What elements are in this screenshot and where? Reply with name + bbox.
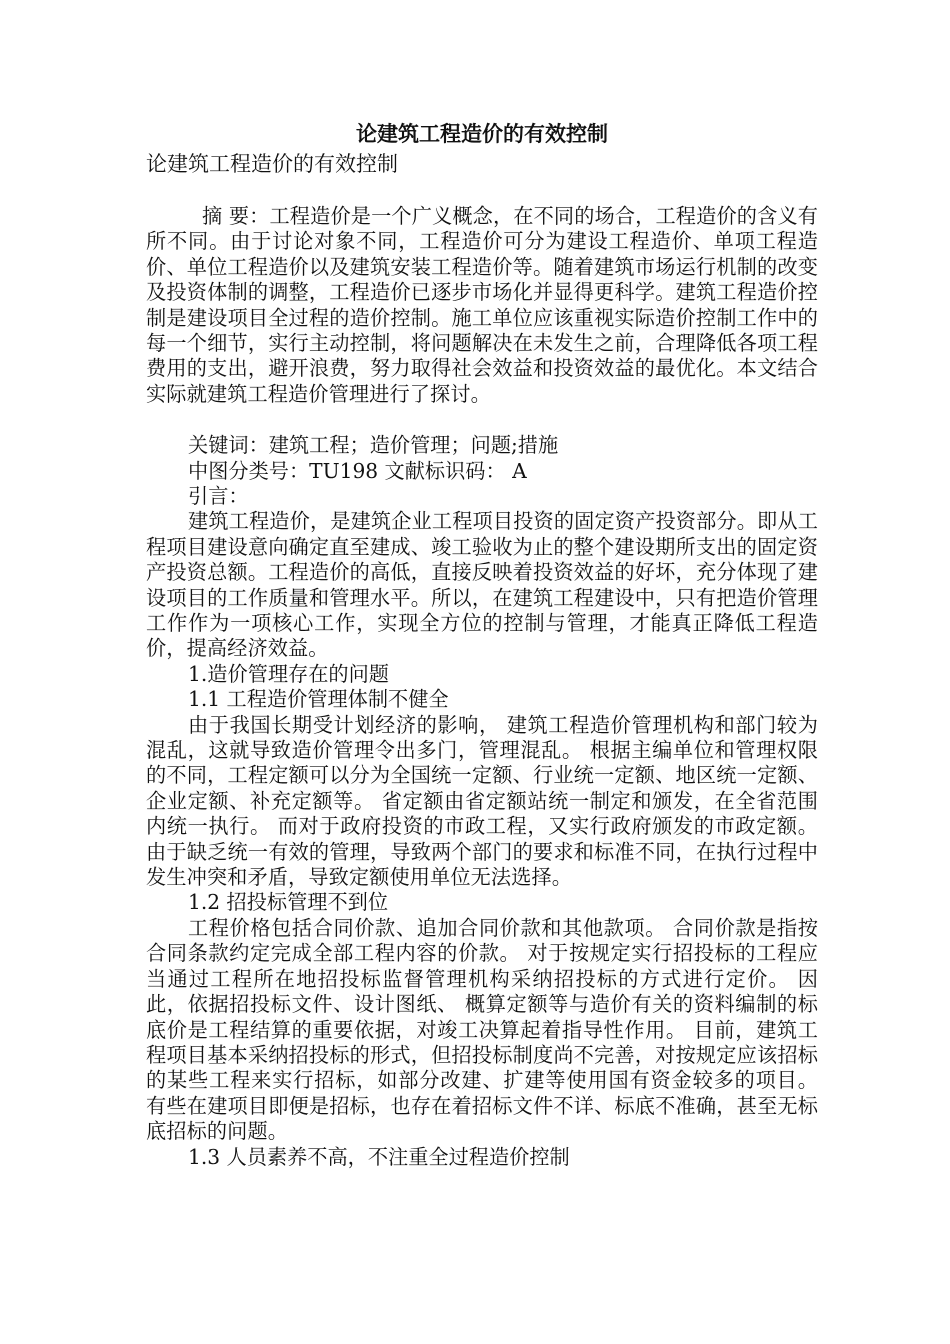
intro-paragraph: 建筑工程造价，是建筑企业工程项目投资的固定资产投资部分。即从工程项目建设意向确定直至建成、竣工验收为止的整个建设期所支出的固定资产投资总额。工程造价的高低，直接反映着投资效益的好坏，充分体现了建设项目的工作质量和管理水平。所以，在建筑工程建设中，只有把造价管理工作作为一项核心工作，实现全方位的控制与管理，才能真正降低工程造价，提高经济效益。	[146, 509, 818, 661]
classification-line: 中图分类号：TU198 文献标识码： A	[188, 458, 527, 483]
document-page	[146, 118, 818, 1170]
section-1-3-heading: 1.3 人员素养不高，不注重全过程造价控制	[188, 1144, 570, 1169]
spacer	[146, 407, 818, 433]
keywords-line: 关键词：建筑工程；造价管理；问题;措施	[188, 433, 559, 458]
section-1-2-paragraph: 工程价格包括合同价款、追加合同价款和其他款项。 合同价款是指按合同条款约定完成全部工程内容的价款。 对于按规定实行招投标的工程应当通过工程所在地招投标监督管理机构采纳招投标的方式进行定价。 因此，依据招投标文件、设计图纸、 概算定额等与造价有关的资料编制的标底价是工程结算的重要依据，对竣工决算起着指导性作用。 目前，建筑工程项目基本采纳招投标的形式，但招投标制度尚不完善，对按规定应该招标的某些工程来实行招标，如部分改建、扩建等使用国有资金较多的项目。 有些在建项目即便是招标，也存在着招标文件不详、标底不准确，甚至无标底招标的问题。	[146, 915, 818, 1144]
section-1-2-heading: 1.2 招投标管理不到位	[188, 890, 389, 915]
intro-heading: 引言：	[188, 484, 249, 509]
abstract-paragraph: 摘 要：工程造价是一个广义概念，在不同的场合，工程造价的含义有所不同。由于讨论对象不同，工程造价可分为建设工程造价、单项工程造价、单位工程造价以及建筑安装工程造价等。随着建筑市场运行机制的改变及投资体制的调整，工程造价已逐步市场化并显得更科学。建筑工程造价控制是建设项目全过程的造价控制。施工单位应该重视实际造价控制工作中的每一个细节，实行主动控制，将问题解决在未发生之前，合理降低各项工程费用的支出，避开浪费，努力取得社会效益和投资效益的最优化。本文结合实际就建筑工程造价管理进行了探讨。	[146, 204, 818, 406]
section-1-heading: 1.造价管理存在的问题	[188, 661, 389, 686]
section-1-1-heading: 1.1 工程造价管理体制不健全	[188, 687, 449, 712]
spacer	[146, 178, 818, 204]
section-1-1-paragraph: 由于我国长期受计划经济的影响， 建筑工程造价管理机构和部门较为混乱，这就导致造价管理令出多门，管理混乱。 根据主编单位和管理权限的不同，工程定额可以分为全国统一定额、行业统一定额、地区统一定额、企业定额、补充定额等。 省定额由省定额站统一制定和颁发，在全省范围内统一执行。 而对于政府投资的市政工程，又实行政府颁发的市政定额。 由于缺乏统一有效的管理，导致两个部门的要求和标准不同，在执行过程中发生冲突和矛盾，导致定额使用单位无法选择。	[146, 712, 818, 890]
document-title: 论建筑工程造价的有效控制	[356, 121, 608, 146]
document-subtitle: 论建筑工程造价的有效控制	[146, 152, 398, 176]
